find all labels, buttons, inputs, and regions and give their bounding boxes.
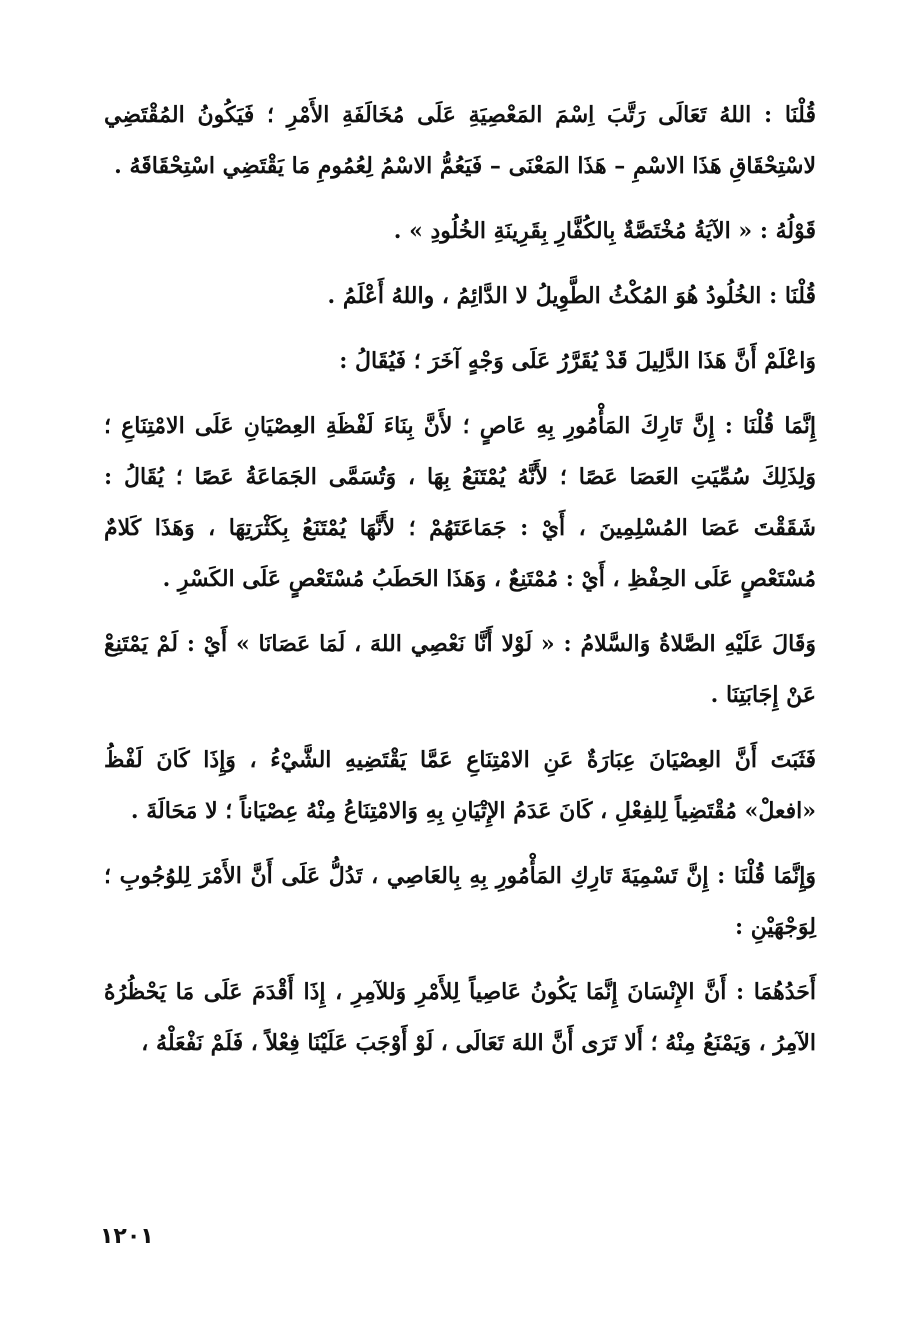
paragraph-5: إِنَّمَا قُلْنَا : إِنَّ تَارِكَ المَأْمُورِ بِهِ عَاصٍ ؛ لأَنَّ بِنَاءَ لَفْظَةِ العِصْيَانِ عَلَى الامْتِنَاعِ ؛ وَلِذَلِكَ سُمِّيَتِ العَصَا عَصًا ؛ لأَنَّهُ يُمْتَنَعُ بِهَا ، وَتُسَمَّى الجَمَاعَةُ عَصًا ؛ يُقَالُ : شَقَقْتَ عَصَا المُسْلِمِينَ ، أَيْ : جَمَاعَتَهُمْ ؛ لأَنَّهَا يُمْتَنَعُ بِكَثْرَتِهَا ، وَهَذَا كَلامٌ مُسْتَعْصٍ عَلَى الحِفْظِ ، أَيْ : مُمْتَنِعٌ ، وَهَذَا الحَطَبُ مُسْتَعْصٍ عَلَى الكَسْرِ . (104, 413, 816, 592)
paragraph-1: قُلْنَا : اللهُ تَعَالَى رَتَّبَ اِسْمَ المَعْصِيَةِ عَلَى مُخَالَفَةِ الأَمْرِ ؛ فَيَكُونُ المُقْتَضِي لاسْتِحْقَاقِ هَذَا الاسْمِ – هَذَا المَعْنَى – فَيَعُمُّ الاسْمُ لِعُمُومِ مَا يَقْتَضِي اسْتِحْقَاقَهُ . (104, 102, 816, 179)
paragraph-7: فَثَبَتَ أَنَّ العِصْيَانَ عِبَارَةٌ عَنِ الامْتِنَاعِ عَمَّا يَقْتَضِيهِ الشَّيْءُ ، وَإِذَا كَانَ لَفْظُ «افعلْ» مُقْتَضِياً لِلفِعْلِ ، كَانَ عَدَمُ الإِتْيَانِ بِهِ وَالامْتِنَاعُ مِنْهُ عِصْيَاناً ؛ لا مَحَالَةَ . (104, 747, 816, 824)
paragraph-6: وَقَالَ عَلَيْهِ الصَّلاةُ وَالسَّلامُ : « لَوْلا أَنَّا نَعْصِي اللهَ ، لَمَا عَصَانَا » أَيْ : لَمْ يَمْتَنِعْ عَنْ إِجَابَتِنَا . (104, 631, 816, 708)
paragraph-9: أَحَدُهُمَا : أَنَّ الإِنْسَانَ إِنَّمَا يَكُونُ عَاصِياً لِلأَمْرِ وَللآمِرِ ، إِذَا أَقْدَمَ عَلَى مَا يَحْظُرُهُ الآمِرُ ، وَيَمْنَعُ مِنْهُ ؛ أَلا تَرَى أَنَّ اللهَ تَعَالَى ، لَوْ أَوْجَبَ عَلَيْنَا فِعْلاً ، فَلَمْ نَفْعَلْهُ ، (104, 979, 816, 1056)
paragraph-8: وَإِنَّمَا قُلْنَا : إِنَّ تَسْمِيَةَ تَارِكِ المَأْمُورِ بِهِ بِالعَاصِي ، تَدُلُّ عَلَى أَنَّ الأَمْرَ لِلوُجُوبِ ؛ لِوَجْهَيْنِ : (104, 863, 816, 940)
page-number: ١٢٠١ (100, 1224, 154, 1249)
paragraph-3: قُلْنَا : الخُلُودُ هُوَ المُكْثُ الطَّوِيلُ لا الدَّائِمُ ، واللهُ أَعْلَمُ . (327, 283, 816, 309)
paragraph-2: قَوْلُهُ : « الآيَةُ مُخْتَصَّةٌ بِالكُفَّارِ بِقَرِينَةِ الخُلُودِ » . (393, 218, 816, 244)
body-text (104, 90, 816, 1069)
paragraph-4: وَاعْلَمْ أَنَّ هَذَا الدَّلِيلَ قَدْ يُقَرَّرُ عَلَى وَجْهٍ آخَرَ ؛ فَيُقَالُ : (339, 348, 816, 374)
